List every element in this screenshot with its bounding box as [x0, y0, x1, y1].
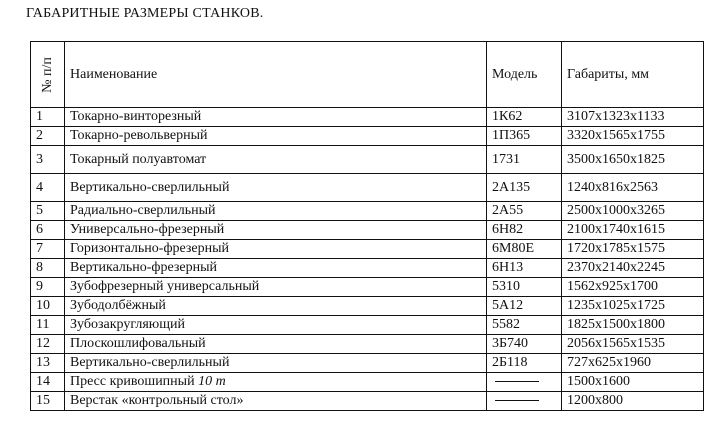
- row-model-cell: 6М80Е: [487, 240, 562, 259]
- row-name-text: Зубодолбёжный: [70, 298, 166, 313]
- table-row: [31, 354, 704, 373]
- header-num: [31, 42, 65, 108]
- row-name-capacity: 10 т: [198, 374, 226, 389]
- row-name-text: Токарно-револьверный: [70, 128, 208, 143]
- row-model-cell: 2А135: [487, 174, 562, 202]
- row-name-cell: [65, 146, 487, 174]
- row-num-cell: 5: [31, 202, 65, 221]
- row-model-cell: [487, 392, 562, 411]
- row-size-cell: 1500x1600: [562, 373, 704, 392]
- row-name-text: Верстак «контрольный стол»: [70, 393, 244, 408]
- row-name-text: Вертикально-фрезерный: [70, 260, 218, 275]
- row-model-cell: 1731: [487, 146, 562, 174]
- row-model-cell: 3Б740: [487, 335, 562, 354]
- row-name-cell: [65, 108, 487, 127]
- table-row: [31, 221, 704, 240]
- header-size: Габариты, мм: [562, 42, 704, 108]
- table-row: [31, 373, 704, 392]
- row-size-cell: 3500x1650x1825: [562, 146, 704, 174]
- row-model-cell: 2Б118: [487, 354, 562, 373]
- row-size-cell: 1825x1500x1800: [562, 316, 704, 335]
- no-model-dash: [495, 381, 539, 382]
- row-model-cell: 5А12: [487, 297, 562, 316]
- table-row: [31, 259, 704, 278]
- row-name-text: Зубозакругляющий: [70, 317, 185, 332]
- row-name-cell: [65, 174, 487, 202]
- table-row: [31, 174, 704, 202]
- table-row: [31, 335, 704, 354]
- row-model-cell: 1К62: [487, 108, 562, 127]
- row-size-cell: 727x625x1960: [562, 354, 704, 373]
- row-name-cell: [65, 392, 487, 411]
- row-num-cell: 13: [31, 354, 65, 373]
- row-size-cell: 1240x816x2563: [562, 174, 704, 202]
- row-size-cell: 2370x2140x2245: [562, 259, 704, 278]
- row-model-cell: 5310: [487, 278, 562, 297]
- row-num-cell: 1: [31, 108, 65, 127]
- row-num-cell: 4: [31, 174, 65, 202]
- row-name-cell: [65, 316, 487, 335]
- row-size-cell: 2056x1565x1535: [562, 335, 704, 354]
- table-row: [31, 127, 704, 146]
- row-name-cell: [65, 240, 487, 259]
- row-name-cell: [65, 259, 487, 278]
- row-size-cell: 2500x1000x3265: [562, 202, 704, 221]
- table-row: [31, 278, 704, 297]
- row-model-cell: 2А55: [487, 202, 562, 221]
- row-size-cell: 1562x925x1700: [562, 278, 704, 297]
- row-model-cell: [487, 373, 562, 392]
- table-row: [31, 146, 704, 174]
- row-size-cell: 3107x1323x1133: [562, 108, 704, 127]
- row-model-cell: 6Н13: [487, 259, 562, 278]
- row-num-cell: 9: [31, 278, 65, 297]
- header-name: Наименование: [65, 42, 487, 108]
- row-name-text: Универсально-фрезерный: [70, 222, 225, 237]
- row-name-text: Пресс кривошипный: [70, 374, 195, 389]
- no-model-dash: [495, 400, 539, 401]
- row-name-cell: [65, 127, 487, 146]
- row-num-cell: 6: [31, 221, 65, 240]
- row-name-cell: [65, 354, 487, 373]
- row-model-cell: 6Н82: [487, 221, 562, 240]
- header-num-label: № п/п: [39, 56, 55, 93]
- machine-dimensions-table: [30, 41, 704, 411]
- page-title: ГАБАРИТНЫЕ РАЗМЕРЫ СТАНКОВ.: [26, 6, 264, 21]
- table-row: [31, 392, 704, 411]
- row-num-cell: 2: [31, 127, 65, 146]
- row-name-cell: [65, 221, 487, 240]
- row-num-cell: 11: [31, 316, 65, 335]
- row-num-cell: 14: [31, 373, 65, 392]
- row-name-text: Радиально-сверлильный: [70, 203, 216, 218]
- table-header-row: [31, 42, 704, 108]
- row-name-text: Горизонтально-фрезерный: [70, 241, 230, 256]
- row-size-cell: 1720x1785x1575: [562, 240, 704, 259]
- row-name-cell: [65, 202, 487, 221]
- row-model-cell: 1П365: [487, 127, 562, 146]
- table-row: [31, 240, 704, 259]
- row-num-cell: 8: [31, 259, 65, 278]
- row-name-text: Плоскошлифовальный: [70, 336, 206, 351]
- row-num-cell: 12: [31, 335, 65, 354]
- row-name-text: Вертикально-сверлильный: [70, 355, 230, 370]
- row-name-text: Токарный полуавтомат: [70, 151, 207, 167]
- table-row: [31, 297, 704, 316]
- header-model: Модель: [487, 42, 562, 108]
- row-name-text: Вертикально-сверлильный: [70, 179, 230, 195]
- table-row: [31, 316, 704, 335]
- table-row: [31, 108, 704, 127]
- row-size-cell: 3320x1565x1755: [562, 127, 704, 146]
- row-num-cell: 3: [31, 146, 65, 174]
- table-row: [31, 202, 704, 221]
- row-num-cell: 10: [31, 297, 65, 316]
- row-name-cell: [65, 297, 487, 316]
- row-name-text: Зубофрезерный универсальный: [70, 279, 260, 294]
- row-num-cell: 7: [31, 240, 65, 259]
- row-model-cell: 5582: [487, 316, 562, 335]
- row-name-cell: [65, 335, 487, 354]
- row-size-cell: 1200x800: [562, 392, 704, 411]
- row-size-cell: 1235x1025x1725: [562, 297, 704, 316]
- row-name-text: Токарно-винторезный: [70, 109, 202, 124]
- row-num-cell: 15: [31, 392, 65, 411]
- row-name-cell: [65, 373, 487, 392]
- row-size-cell: 2100x1740x1615: [562, 221, 704, 240]
- row-name-cell: [65, 278, 487, 297]
